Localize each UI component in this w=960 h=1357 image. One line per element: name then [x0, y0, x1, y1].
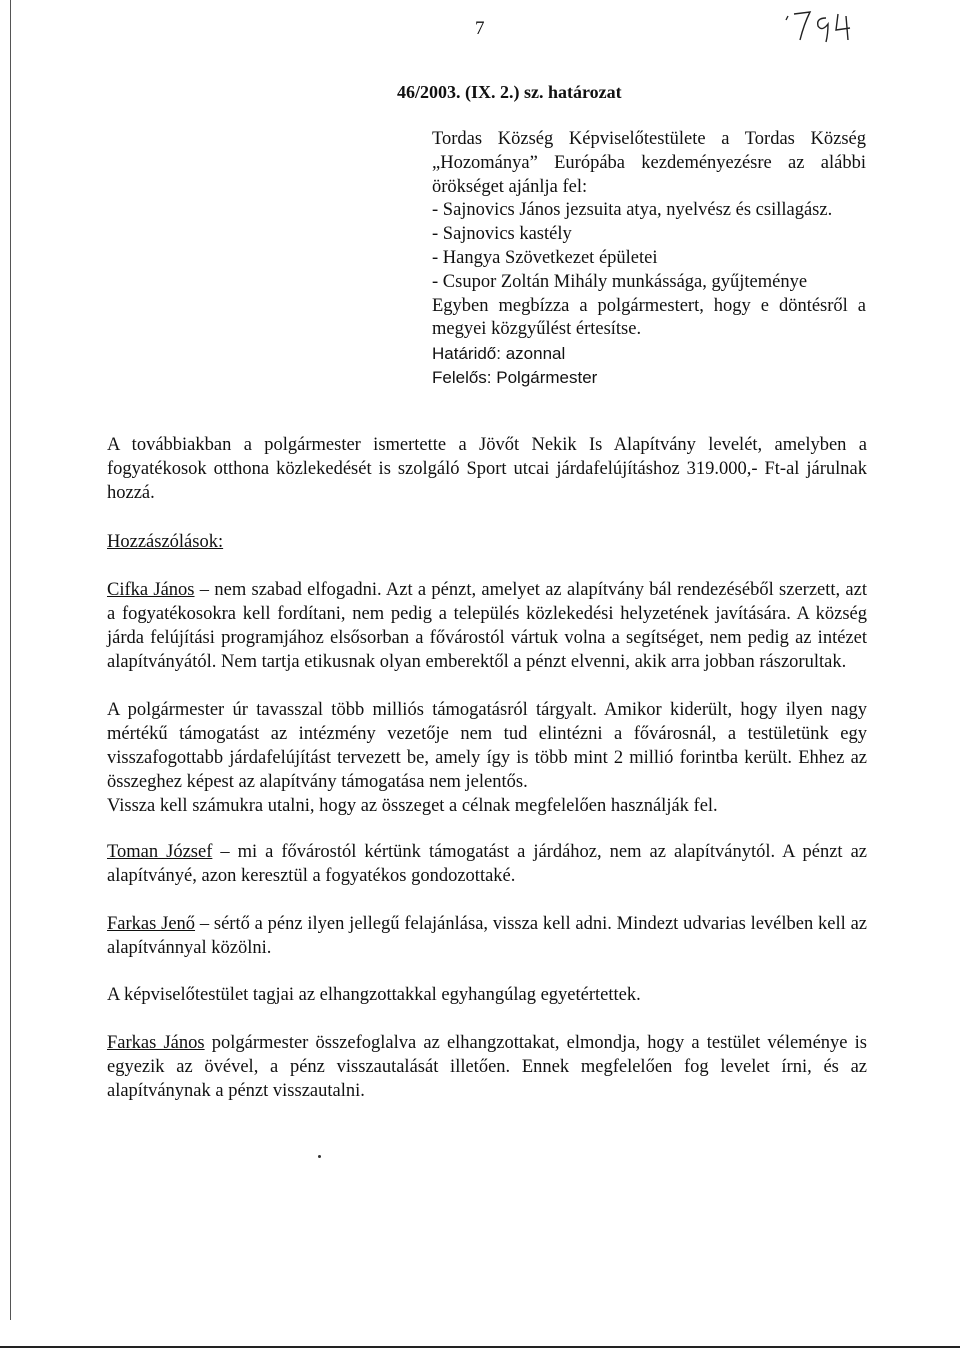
comment-cifka-final	[107, 794, 867, 818]
resolution-item: - Hangya Szövetkezet épületei	[432, 247, 658, 268]
resolution-item: - Csupor Zoltán Mihály munkássága, gyűjteménye	[432, 271, 808, 292]
scan-speck	[318, 1155, 321, 1158]
comment-farkas-jeno	[107, 912, 867, 960]
handwritten-page-mark	[780, 6, 860, 46]
comment-text: – sértő a pénz ilyen jellegű felajánlása, vissza kell adni. Mindezt udvarias levélben kell az alapítvánnyal közölni.	[107, 914, 868, 958]
speaker-name: Cifka János	[107, 580, 195, 600]
resolution-body	[432, 128, 866, 390]
comment-cifka	[107, 578, 867, 674]
resolution-item: - Sajnovics kastély	[432, 224, 572, 245]
comment-text: Vissza kell számukra utalni, hogy az összeget a célnak megfelelően használják fel.	[107, 796, 718, 816]
comment-text: – mi a fővárostól kértünk támogatást a járdához, nem az alapítványtól. A pénzt az alapítványé, azon keresztül a fogyatékos gondozottaké.	[107, 842, 867, 886]
scan-border-bottom	[0, 1346, 960, 1348]
resolution-deadline: Határidő: azonnal	[432, 344, 566, 364]
comment-text: polgármester összefoglalva az elhangzottakat, elmondja, hogy a testület véleménye is egyezik az övével, a pénz visszautalását illetően. Ennek megfelelően fog levelet írni, és az alapítványnak a pénzt visszautalni.	[107, 1033, 868, 1101]
comment-text: – nem szabad elfogadni. Azt a pénzt, amelyet az alapítvány bál rendezéséből szerzett, azt a fogyatékosokra kell fordítani, nem pedig a település közlekedési helyzetének javítására. A község járda felújítási programjához elsősorban a fővárostól vártuk volna a segítséget, nem pedig az intézet alapítványától. Nem tartja etikusnak olyan emberektől a pénzt elvenni, akik arra jobban rászorultak.	[107, 580, 867, 672]
resolution-paragraph: Tordas Község Képviselőtestülete a Tordas Község „Hozománya” Európába kezdeményezésre az alábbi örökséget ajánlja fel:	[432, 129, 866, 197]
agreement-statement: A képviselőtestület tagjai az elhangzottakkal egyhangúlag egyetértettek.	[107, 985, 641, 1005]
resolution-item: - Sajnovics János jezsuita atya, nyelvész és csillagász.	[432, 200, 833, 221]
comment-farkas-janos	[107, 1031, 867, 1103]
comments-heading: Hozzászólások:	[107, 532, 224, 552]
speaker-name: Farkas János	[107, 1033, 205, 1053]
intro-paragraph: A továbbiakban a polgármester ismertette a Jövőt Nekik Is Alapítvány levelét, amelyben a fogyatékosok otthona közlekedését is szolgáló Sport utcai járdafelújításhoz 319.000,- Ft-al járulnak hozzá.	[107, 435, 867, 503]
comment-cifka-continued	[107, 698, 867, 794]
comment-toman	[107, 840, 867, 888]
page-number: 7	[475, 18, 485, 39]
comment-text: A polgármester úr tavasszal több milliós támogatásról tárgyalt. Amikor kiderült, hogy ilyen nagy mértékű támogatást az intézmény vezetője nem tud elintézni a fővárosnál, a testületünk egy visszafogottabb járdafelújítást tervezett be, amely így is több mint 2 millió forintba került. Ehhez az összeghez képest az alapítvány támogatása nem jelentős.	[107, 700, 867, 792]
speaker-name: Farkas Jenő	[107, 914, 196, 934]
scan-border-left	[10, 0, 11, 1320]
speaker-name: Toman József	[107, 842, 213, 862]
resolution-paragraph: Egyben megbízza a polgármestert, hogy e döntésről a megyei közgyűlést értesítse.	[432, 295, 866, 340]
resolution-responsible: Felelős: Polgármester	[432, 367, 598, 387]
resolution-title: 46/2003. (IX. 2.) sz. határozat	[397, 82, 622, 102]
